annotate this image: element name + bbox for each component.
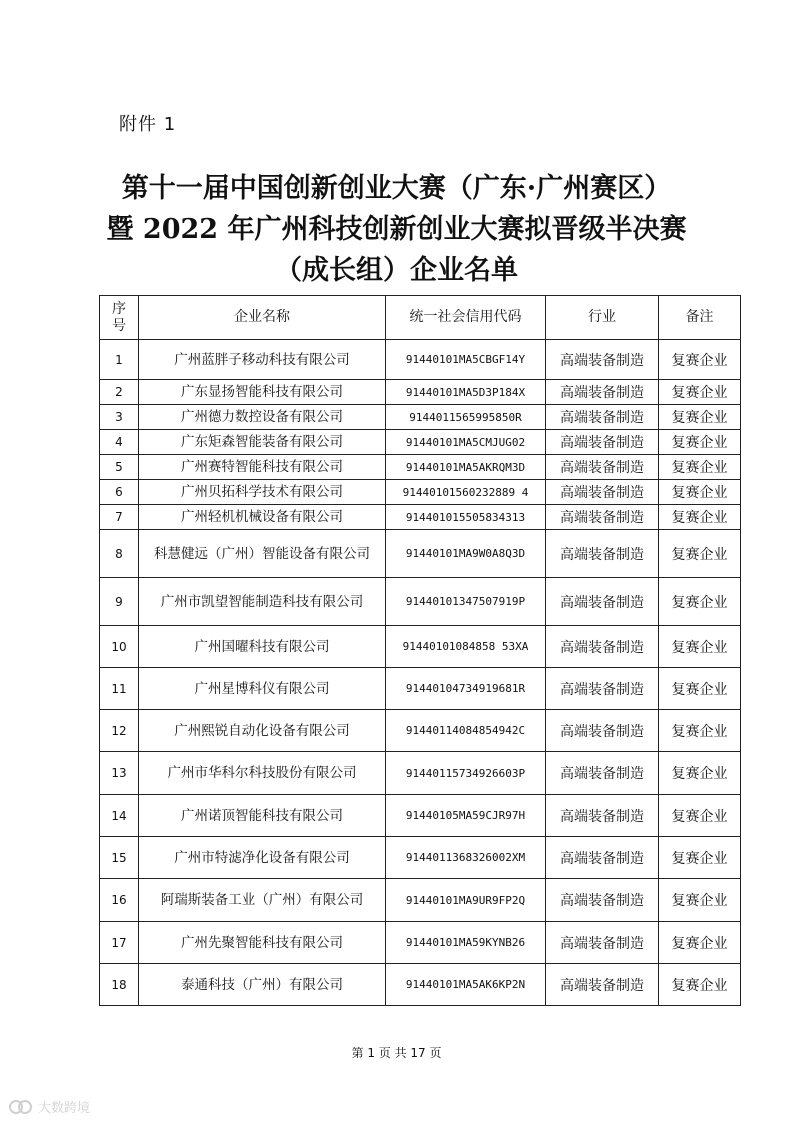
table-row — [100, 480, 741, 505]
watermark — [8, 1097, 90, 1116]
row-no: 9 — [100, 578, 139, 626]
row-remark: 复赛企业 — [659, 340, 741, 380]
row-industry: 高端装备制造 — [546, 837, 659, 879]
row-company-name: 广州熙锐自动化设备有限公司 — [139, 710, 386, 752]
row-remark: 复赛企业 — [659, 505, 741, 530]
row-remark: 复赛企业 — [659, 879, 741, 922]
table-header-row — [100, 296, 741, 340]
title-line-2: 暨 2022 年广州科技创新创业大赛拟晋级半决赛 — [106, 214, 687, 245]
row-remark: 复赛企业 — [659, 710, 741, 752]
row-company-name: 阿瑞斯装备工业（广州）有限公司 — [139, 879, 386, 922]
row-remark: 复赛企业 — [659, 752, 741, 795]
row-no: 11 — [100, 668, 139, 710]
header-credit-code: 统一社会信用代码 — [386, 296, 546, 340]
row-remark: 复赛企业 — [659, 380, 741, 405]
table-row — [100, 837, 741, 879]
table-row — [100, 922, 741, 964]
row-industry: 高端装备制造 — [546, 922, 659, 964]
row-no: 15 — [100, 837, 139, 879]
row-company-name: 广州星博科仪有限公司 — [139, 668, 386, 710]
row-company-name: 广州德力数控设备有限公司 — [139, 405, 386, 430]
row-remark: 复赛企业 — [659, 455, 741, 480]
row-company-name: 广州轻机机械设备有限公司 — [139, 505, 386, 530]
row-credit-code: 91440101560232889 4 — [386, 480, 546, 505]
table-row — [100, 964, 741, 1006]
row-credit-code: 91440101MA9UR9FP2Q — [386, 879, 546, 922]
row-credit-code: 9144011368326002XM — [386, 837, 546, 879]
table-row — [100, 710, 741, 752]
row-remark: 复赛企业 — [659, 795, 741, 837]
row-no: 8 — [100, 530, 139, 578]
row-industry: 高端装备制造 — [546, 710, 659, 752]
row-credit-code: 91440101MA5CBGF14Y — [386, 340, 546, 380]
row-no: 13 — [100, 752, 139, 795]
row-industry: 高端装备制造 — [546, 430, 659, 455]
table-row — [100, 879, 741, 922]
watermark-text: 大数跨境 — [38, 1101, 91, 1116]
row-remark: 复赛企业 — [659, 405, 741, 430]
row-no: 1 — [100, 340, 139, 380]
row-no: 4 — [100, 430, 139, 455]
row-remark: 复赛企业 — [659, 626, 741, 668]
row-industry: 高端装备制造 — [546, 578, 659, 626]
row-no: 16 — [100, 879, 139, 922]
row-no: 2 — [100, 380, 139, 405]
row-no: 10 — [100, 626, 139, 668]
row-industry: 高端装备制造 — [546, 405, 659, 430]
row-credit-code: 91440115734926603P — [386, 752, 546, 795]
row-remark: 复赛企业 — [659, 530, 741, 578]
row-credit-code: 91440101084858 53XA — [386, 626, 546, 668]
row-no: 7 — [100, 505, 139, 530]
row-credit-code: 91440101MA5D3P184X — [386, 380, 546, 405]
table-row — [100, 578, 741, 626]
row-company-name: 泰通科技（广州）有限公司 — [139, 964, 386, 1006]
table-row — [100, 752, 741, 795]
row-company-name: 科慧健远（广州）智能设备有限公司 — [139, 530, 386, 578]
row-company-name: 广州先聚智能科技有限公司 — [139, 922, 386, 964]
row-company-name: 广州贝拓科学技术有限公司 — [139, 480, 386, 505]
row-remark: 复赛企业 — [659, 837, 741, 879]
document-title — [40, 168, 753, 291]
row-remark: 复赛企业 — [659, 578, 741, 626]
row-company-name: 广东显扬智能科技有限公司 — [139, 380, 386, 405]
row-company-name: 广州蓝胖子移动科技有限公司 — [139, 340, 386, 380]
row-industry: 高端装备制造 — [546, 879, 659, 922]
row-company-name: 广州诺顶智能科技有限公司 — [139, 795, 386, 837]
table-row — [100, 455, 741, 480]
row-company-name: 广东矩森智能装备有限公司 — [139, 430, 386, 455]
row-industry: 高端装备制造 — [546, 668, 659, 710]
row-no: 3 — [100, 405, 139, 430]
header-remark: 备注 — [659, 296, 741, 340]
row-no: 18 — [100, 964, 139, 1006]
row-remark: 复赛企业 — [659, 430, 741, 455]
row-industry: 高端装备制造 — [546, 505, 659, 530]
row-company-name: 广州国曜科技有限公司 — [139, 626, 386, 668]
row-industry: 高端装备制造 — [546, 795, 659, 837]
row-credit-code: 91440101MA5CMJUG02 — [386, 430, 546, 455]
row-no: 14 — [100, 795, 139, 837]
row-industry: 高端装备制造 — [546, 626, 659, 668]
row-remark: 复赛企业 — [659, 668, 741, 710]
page-footer: 第 1 页 共 17 页 — [351, 1046, 442, 1060]
row-industry: 高端装备制造 — [546, 340, 659, 380]
row-no: 6 — [100, 480, 139, 505]
company-list-table — [99, 295, 741, 1006]
title-line-3: （成长组）企业名单 — [275, 255, 518, 286]
row-company-name: 广州市华科尔科技股份有限公司 — [139, 752, 386, 795]
table-row — [100, 405, 741, 430]
table-row — [100, 340, 741, 380]
row-credit-code: 91440101MA9W0A8Q3D — [386, 530, 546, 578]
header-industry: 行业 — [546, 296, 659, 340]
attachment-label: 附件 1 — [119, 114, 177, 135]
table-row — [100, 795, 741, 837]
row-industry: 高端装备制造 — [546, 455, 659, 480]
row-company-name: 广州市特滤净化设备有限公司 — [139, 837, 386, 879]
row-credit-code: 91440114084854942C — [386, 710, 546, 752]
table-row — [100, 668, 741, 710]
brand-logo-icon — [8, 1099, 34, 1115]
row-industry: 高端装备制造 — [546, 480, 659, 505]
table-row — [100, 505, 741, 530]
row-industry: 高端装备制造 — [546, 380, 659, 405]
row-credit-code: 91440101MA59KYNB26 — [386, 922, 546, 964]
table-row — [100, 530, 741, 578]
row-credit-code: 91440105MA59CJR97H — [386, 795, 546, 837]
table-row — [100, 430, 741, 455]
row-credit-code: 9144011565995850R — [386, 405, 546, 430]
row-industry: 高端装备制造 — [546, 530, 659, 578]
row-no: 5 — [100, 455, 139, 480]
row-no: 12 — [100, 710, 139, 752]
title-line-1: 第十一届中国创新创业大赛（广东·广州赛区） — [121, 173, 672, 204]
row-credit-code: 91440101347507919P — [386, 578, 546, 626]
header-company-name: 企业名称 — [139, 296, 386, 340]
row-remark: 复赛企业 — [659, 922, 741, 964]
row-remark: 复赛企业 — [659, 480, 741, 505]
table-row — [100, 626, 741, 668]
row-credit-code: 91440104734919681R — [386, 668, 546, 710]
row-credit-code: 914401015505834313 — [386, 505, 546, 530]
row-industry: 高端装备制造 — [546, 752, 659, 795]
row-industry: 高端装备制造 — [546, 964, 659, 1006]
table-body — [100, 340, 741, 1006]
row-credit-code: 91440101MA5AKRQM3D — [386, 455, 546, 480]
row-credit-code: 91440101MA5AK6KP2N — [386, 964, 546, 1006]
row-no: 17 — [100, 922, 139, 964]
row-company-name: 广州赛特智能科技有限公司 — [139, 455, 386, 480]
row-company-name: 广州市凯望智能制造科技有限公司 — [139, 578, 386, 626]
table-row — [100, 380, 741, 405]
header-no: 序号 — [100, 296, 139, 340]
row-remark: 复赛企业 — [659, 964, 741, 1006]
